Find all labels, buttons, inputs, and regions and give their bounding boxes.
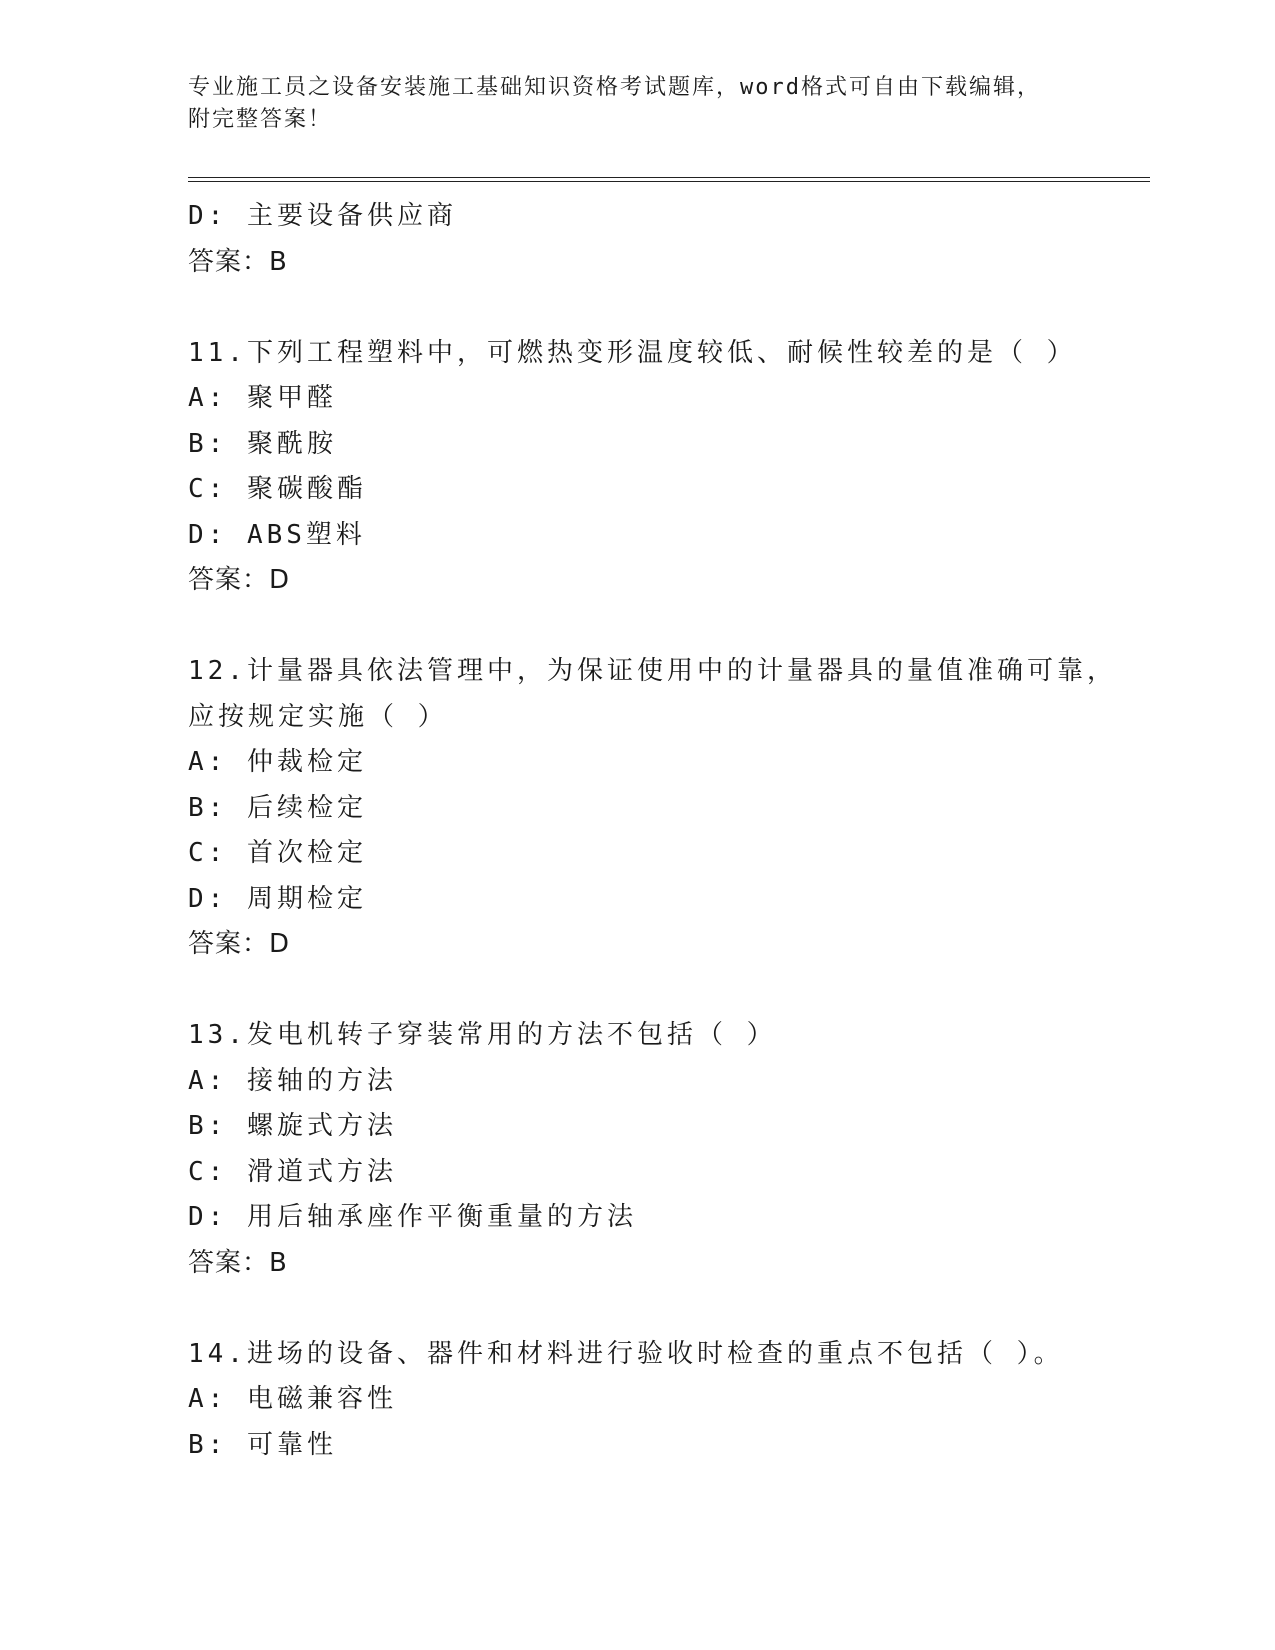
question-12-option-c: C: 首次检定	[188, 838, 367, 868]
spacer	[188, 604, 1148, 650]
header-line-2: 附完整答案！	[188, 107, 333, 132]
question-11-answer: 答案：D	[188, 565, 291, 595]
question-12-option-d: D: 周期检定	[188, 883, 367, 914]
question-12-stem-line-2: 应按规定实施（ ）	[188, 701, 448, 732]
question-11-option-d: D: ABS塑料	[188, 519, 366, 550]
question-13-stem: 13.发电机转子穿装常用的方法不包括（ ）	[188, 1020, 777, 1050]
question-13-option-b: B: 螺旋式方法	[188, 1111, 397, 1141]
question-12-stem-line-1: 12.计量器具依法管理中，为保证使用中的计量器具的量值准确可靠，	[188, 656, 1117, 686]
question-11-option-a: A: 聚甲醛	[188, 383, 337, 413]
question-13-option-a: A: 接轴的方法	[188, 1065, 397, 1096]
spacer	[188, 968, 1148, 1014]
header-divider-top	[188, 177, 1150, 178]
question-14-option-b: B: 可靠性	[188, 1429, 337, 1460]
header-divider-bottom	[188, 181, 1150, 182]
question-13-answer: 答案：B	[188, 1247, 288, 1278]
question-12-answer: 答案：D	[188, 929, 291, 959]
question-11-option-c: C: 聚碳酸酯	[188, 474, 367, 504]
question-14-option-a: A: 电磁兼容性	[188, 1384, 397, 1414]
question-12-option-b: B: 后续检定	[188, 792, 367, 823]
spacer	[188, 1286, 1148, 1332]
prev-option-d: D: 主要设备供应商	[188, 201, 457, 231]
question-13-option-c: C: 滑道式方法	[188, 1156, 397, 1187]
question-11-option-b: B: 聚酰胺	[188, 428, 337, 459]
question-14-stem: 14.进场的设备、器件和材料进行验收时检查的重点不包括（ ）。	[188, 1338, 1064, 1369]
question-14	[188, 1332, 1148, 1469]
prev-answer: 答案：B	[188, 246, 288, 277]
question-12-option-a: A: 仲裁检定	[188, 747, 367, 777]
question-12	[188, 649, 1148, 968]
question-13-option-d: D: 用后轴承座作平衡重量的方法	[188, 1202, 637, 1232]
question-13	[188, 1013, 1148, 1286]
question-11-stem: 11.下列工程塑料中，可燃热变形温度较低、耐候性较差的是（ ）	[188, 337, 1077, 368]
question-11	[188, 331, 1148, 604]
spacer	[188, 285, 1148, 331]
header-line-1: 专业施工员之设备安装施工基础知识资格考试题库，word格式可自由下载编辑，	[188, 75, 1041, 100]
document-header	[188, 72, 1088, 136]
question-list	[188, 194, 1148, 1468]
